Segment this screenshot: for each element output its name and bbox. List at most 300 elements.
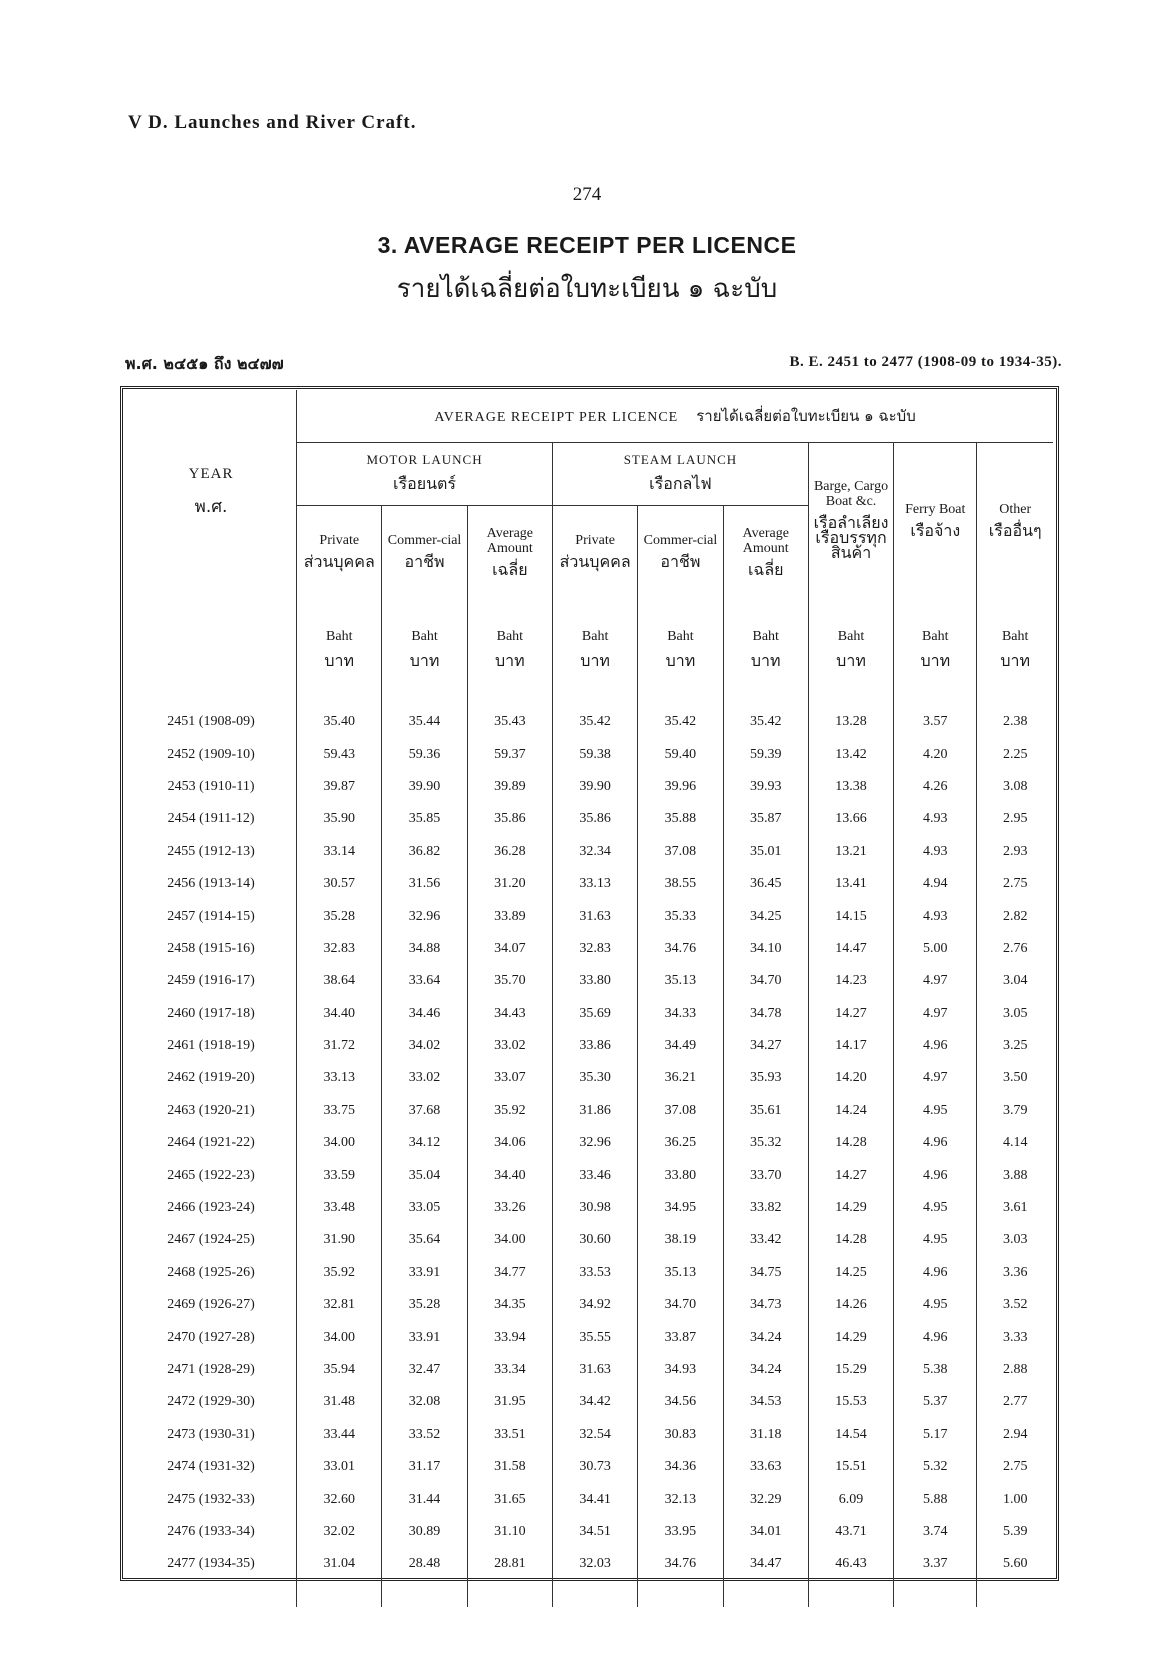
value-cell: 34.49: [638, 1030, 723, 1062]
value-cell: 35.86: [467, 803, 552, 835]
value-cell: 35.28: [382, 1289, 467, 1321]
table-row: [126, 1224, 1053, 1256]
year-cell: 2465 (1922-23): [167, 1167, 255, 1183]
value-cell: 3.57: [894, 706, 977, 738]
value-cell: 33.63: [723, 1451, 808, 1483]
value-cell: 31.56: [382, 868, 467, 900]
unit-thai: บาท: [580, 650, 610, 670]
table-row: [126, 933, 1053, 965]
value-cell: 38.64: [297, 965, 382, 997]
value-cell: 2.82: [977, 900, 1053, 932]
motor-average-thai: เฉลี่ย: [492, 559, 528, 579]
value-cell: 39.90: [382, 771, 467, 803]
value-cell: 4.95: [894, 1289, 977, 1321]
value-cell: 5.60: [977, 1548, 1053, 1580]
table-title: 3. AVERAGE RECEIPT PER LICENCE: [377, 232, 797, 258]
motor-private-thai: ส่วนบุคคล: [303, 552, 375, 571]
value-cell: 34.06: [467, 1127, 552, 1159]
value-cell: 34.24: [723, 1354, 808, 1386]
unit-cell: [808, 596, 893, 706]
value-cell: 33.05: [382, 1192, 467, 1224]
value-cell: 33.34: [467, 1354, 552, 1386]
value-cell: 59.37: [467, 738, 552, 770]
unit-thai: บาท: [665, 650, 696, 670]
value-cell: 3.79: [977, 1095, 1053, 1127]
value-cell: 59.38: [552, 738, 637, 770]
motor-private-label: Private: [319, 533, 360, 548]
value-cell: 33.75: [297, 1095, 382, 1127]
value-cell: 14.27: [808, 1159, 893, 1191]
year-cell: 2472 (1929-30): [167, 1394, 255, 1410]
unit-label: Baht: [326, 628, 353, 644]
value-cell: 32.29: [723, 1483, 808, 1515]
ferry-label: Ferry Boat: [905, 501, 966, 517]
value-cell: 5.00: [894, 933, 977, 965]
year-cell: 2460 (1917-18): [167, 1005, 255, 1021]
ferry-header: [894, 443, 977, 597]
value-cell: 33.02: [467, 1030, 552, 1062]
value-cell: 34.40: [467, 1159, 552, 1191]
value-cell: 14.54: [808, 1419, 893, 1451]
table-row: [126, 1030, 1053, 1062]
value-cell: 35.85: [382, 803, 467, 835]
value-cell: 3.08: [977, 771, 1053, 803]
unit-cell: [552, 596, 637, 706]
value-cell: 33.13: [297, 1062, 382, 1094]
unit-row: [126, 596, 1053, 706]
value-cell: 34.75: [723, 1257, 808, 1289]
spacer-cell: [977, 1581, 1053, 1607]
motor-launch-label: MOTOR LAUNCH: [366, 451, 483, 467]
value-cell: 5.32: [894, 1451, 977, 1483]
value-cell: 34.77: [467, 1257, 552, 1289]
value-cell: 33.86: [552, 1030, 637, 1062]
value-cell: 3.52: [977, 1289, 1053, 1321]
value-cell: 35.93: [723, 1062, 808, 1094]
receipt-table: [126, 390, 1053, 1607]
other-thai: เรืออื่นๆ: [988, 520, 1042, 540]
table-body: [126, 596, 1053, 1607]
value-cell: 34.01: [723, 1516, 808, 1548]
value-cell: 4.93: [894, 900, 977, 932]
value-cell: 13.38: [808, 771, 893, 803]
value-cell: 6.09: [808, 1483, 893, 1515]
year-cell: 2462 (1919-20): [167, 1070, 255, 1086]
value-cell: 2.76: [977, 933, 1053, 965]
table-title-thai: รายได้เฉลี่ยต่อใบทะเบียน ๑ ฉะบับ: [396, 274, 778, 304]
value-cell: 33.95: [638, 1516, 723, 1548]
value-cell: 46.43: [808, 1548, 893, 1580]
value-cell: 2.38: [977, 706, 1053, 738]
value-cell: 3.04: [977, 965, 1053, 997]
value-cell: 34.27: [723, 1030, 808, 1062]
value-cell: 33.14: [297, 836, 382, 868]
value-cell: 33.51: [467, 1419, 552, 1451]
motor-commercial-header: [382, 506, 467, 597]
value-cell: 30.89: [382, 1516, 467, 1548]
value-cell: 33.82: [723, 1192, 808, 1224]
year-cell: 2458 (1915-16): [167, 940, 255, 956]
value-cell: 13.28: [808, 706, 893, 738]
value-cell: 4.97: [894, 998, 977, 1030]
value-cell: 31.10: [467, 1516, 552, 1548]
value-cell: 14.15: [808, 900, 893, 932]
barge-header: [808, 443, 893, 597]
value-cell: 35.01: [723, 836, 808, 868]
value-cell: 33.52: [382, 1419, 467, 1451]
value-cell: 37.08: [638, 1095, 723, 1127]
value-cell: 59.39: [723, 738, 808, 770]
main-header: [297, 390, 1053, 443]
value-cell: 31.90: [297, 1224, 382, 1256]
main-header-thai: รายได้เฉลี่ยต่อใบทะเบียน ๑ ฉะบับ: [696, 407, 916, 425]
value-cell: 14.29: [808, 1192, 893, 1224]
steam-private-thai: ส่วนบุคคล: [559, 552, 631, 571]
year-cell: 2454 (1911-12): [167, 811, 255, 827]
value-cell: 31.63: [552, 900, 637, 932]
year-range-thai: พ.ศ. ๒๔๕๑ ถึง ๒๔๗๗: [125, 354, 284, 373]
value-cell: 14.24: [808, 1095, 893, 1127]
value-cell: 4.14: [977, 1127, 1053, 1159]
value-cell: 4.20: [894, 738, 977, 770]
value-cell: 31.44: [382, 1483, 467, 1515]
value-cell: 13.21: [808, 836, 893, 868]
value-cell: 33.87: [638, 1321, 723, 1353]
value-cell: 34.53: [723, 1386, 808, 1418]
value-cell: 43.71: [808, 1516, 893, 1548]
value-cell: 3.36: [977, 1257, 1053, 1289]
value-cell: 33.59: [297, 1159, 382, 1191]
value-cell: 35.90: [297, 803, 382, 835]
value-cell: 33.89: [467, 900, 552, 932]
value-cell: 33.48: [297, 1192, 382, 1224]
value-cell: 2.77: [977, 1386, 1053, 1418]
value-cell: 34.56: [638, 1386, 723, 1418]
value-cell: 15.51: [808, 1451, 893, 1483]
value-cell: 35.88: [638, 803, 723, 835]
year-cell: 2463 (1920-21): [167, 1102, 255, 1118]
unit-cell: [382, 596, 467, 706]
value-cell: 3.25: [977, 1030, 1053, 1062]
year-cell: 2467 (1924-25): [167, 1232, 255, 1248]
unit-thai: บาท: [836, 650, 866, 670]
value-cell: 2.25: [977, 738, 1053, 770]
table-row: [126, 868, 1053, 900]
year-cell: 2453 (1910-11): [167, 778, 255, 794]
value-cell: 34.46: [382, 998, 467, 1030]
year-cell: 2451 (1908-09): [167, 714, 255, 730]
value-cell: 4.96: [894, 1257, 977, 1289]
value-cell: 32.54: [552, 1419, 637, 1451]
value-cell: 39.89: [467, 771, 552, 803]
value-cell: 33.70: [723, 1159, 808, 1191]
value-cell: 4.26: [894, 771, 977, 803]
value-cell: 2.95: [977, 803, 1053, 835]
value-cell: 33.94: [467, 1321, 552, 1353]
value-cell: 32.34: [552, 836, 637, 868]
value-cell: 31.20: [467, 868, 552, 900]
value-cell: 4.96: [894, 1159, 977, 1191]
value-cell: 33.46: [552, 1159, 637, 1191]
value-cell: 34.24: [723, 1321, 808, 1353]
value-cell: 35.33: [638, 900, 723, 932]
value-cell: 36.25: [638, 1127, 723, 1159]
value-cell: 2.93: [977, 836, 1053, 868]
year-cell: 2464 (1921-22): [167, 1135, 255, 1151]
table-row: [126, 1159, 1053, 1191]
section-heading: V D. Launches and River Craft.: [128, 112, 417, 133]
value-cell: 34.42: [552, 1386, 637, 1418]
value-cell: 14.23: [808, 965, 893, 997]
value-cell: 5.17: [894, 1419, 977, 1451]
value-cell: 33.13: [552, 868, 637, 900]
year-cell: 2471 (1928-29): [167, 1362, 255, 1377]
value-cell: 2.88: [977, 1354, 1053, 1386]
value-cell: 33.44: [297, 1419, 382, 1451]
value-cell: 13.66: [808, 803, 893, 835]
value-cell: 33.91: [382, 1257, 467, 1289]
steam-private-header: [552, 506, 637, 597]
unit-thai: บาท: [920, 650, 951, 670]
value-cell: 34.73: [723, 1289, 808, 1321]
table-row: [126, 738, 1053, 770]
table-row: [126, 1548, 1053, 1580]
year-cell: 2459 (1916-17): [167, 973, 255, 989]
value-cell: 35.42: [638, 706, 723, 738]
value-cell: 35.44: [382, 706, 467, 738]
value-cell: 2.75: [977, 1451, 1053, 1483]
unit-cell: [894, 596, 977, 706]
spacer-cell: [808, 1581, 893, 1607]
value-cell: 31.63: [552, 1354, 637, 1386]
value-cell: 4.96: [894, 1127, 977, 1159]
spacer-cell: [297, 1581, 382, 1607]
value-cell: 30.98: [552, 1192, 637, 1224]
value-cell: 59.40: [638, 738, 723, 770]
value-cell: 33.07: [467, 1062, 552, 1094]
value-cell: 4.95: [894, 1192, 977, 1224]
unit-thai: บาท: [409, 650, 440, 670]
spacer-cell: [552, 1581, 637, 1607]
ferry-thai: เรือจ้าง: [910, 520, 961, 540]
value-cell: 31.04: [297, 1548, 382, 1580]
value-cell: 35.30: [552, 1062, 637, 1094]
value-cell: 37.68: [382, 1095, 467, 1127]
year-cell: 2475 (1932-33): [167, 1491, 255, 1507]
other-label: Other: [999, 501, 1032, 517]
value-cell: 35.13: [638, 965, 723, 997]
value-cell: 14.28: [808, 1224, 893, 1256]
steam-average-thai: เฉลี่ย: [747, 559, 784, 579]
year-cell: 2473 (1930-31): [167, 1426, 255, 1442]
value-cell: 28.48: [382, 1548, 467, 1580]
unit-label: Baht: [837, 628, 865, 644]
value-cell: 31.17: [382, 1451, 467, 1483]
table-row: [126, 1386, 1053, 1418]
value-cell: 34.70: [723, 965, 808, 997]
value-cell: 35.69: [552, 998, 637, 1030]
value-cell: 30.57: [297, 868, 382, 900]
year-range-english: B. E. 2451 to 2477 (1908-09 to 1934-35).: [789, 354, 1062, 370]
year-cell: 2461 (1918-19): [167, 1038, 255, 1054]
value-cell: 3.74: [894, 1516, 977, 1548]
value-cell: 33.91: [382, 1321, 467, 1353]
value-cell: 13.41: [808, 868, 893, 900]
value-cell: 32.08: [382, 1386, 467, 1418]
value-cell: 38.55: [638, 868, 723, 900]
value-cell: 32.02: [297, 1516, 382, 1548]
year-cell: 2466 (1923-24): [167, 1200, 255, 1216]
value-cell: 34.35: [467, 1289, 552, 1321]
value-cell: 35.55: [552, 1321, 637, 1353]
table-row: [126, 1419, 1053, 1451]
value-cell: 4.93: [894, 803, 977, 835]
value-cell: 3.88: [977, 1159, 1053, 1191]
table-row: [126, 1062, 1053, 1094]
value-cell: 14.25: [808, 1257, 893, 1289]
value-cell: 3.33: [977, 1321, 1053, 1353]
value-cell: 31.18: [723, 1419, 808, 1451]
unit-year-cell: [126, 596, 297, 706]
year-cell: 2469 (1926-27): [167, 1297, 255, 1313]
value-cell: 2.94: [977, 1419, 1053, 1451]
steam-launch-thai: เรือกลไฟ: [649, 473, 712, 493]
value-cell: 14.17: [808, 1030, 893, 1062]
value-cell: 4.96: [894, 1030, 977, 1062]
table-row: [126, 1354, 1053, 1386]
value-cell: 34.92: [552, 1289, 637, 1321]
value-cell: 35.28: [297, 900, 382, 932]
value-cell: 34.93: [638, 1354, 723, 1386]
spacer-cell: [723, 1581, 808, 1607]
steam-average-header: [723, 506, 808, 597]
table-row: [126, 1516, 1053, 1548]
value-cell: 33.80: [552, 965, 637, 997]
motor-average-label: Average Amount: [486, 525, 534, 556]
value-cell: 34.10: [723, 933, 808, 965]
value-cell: 5.37: [894, 1386, 977, 1418]
value-cell: 32.81: [297, 1289, 382, 1321]
value-cell: 35.94: [297, 1354, 382, 1386]
spacer-cell: [126, 1581, 297, 1607]
value-cell: 35.42: [552, 706, 637, 738]
value-cell: 34.41: [552, 1483, 637, 1515]
steam-launch-label: STEAM LAUNCH: [623, 451, 738, 467]
value-cell: 4.97: [894, 965, 977, 997]
year-cell: 2457 (1914-15): [167, 908, 255, 924]
main-header-label: AVERAGE RECEIPT PER LICENCE: [434, 410, 679, 425]
value-cell: 38.19: [638, 1224, 723, 1256]
unit-cell: [723, 596, 808, 706]
value-cell: 32.03: [552, 1548, 637, 1580]
value-cell: 34.07: [467, 933, 552, 965]
value-cell: 31.95: [467, 1386, 552, 1418]
value-cell: 34.36: [638, 1451, 723, 1483]
unit-thai: บาท: [324, 650, 355, 670]
page-number: 274: [572, 184, 602, 205]
value-cell: 4.95: [894, 1095, 977, 1127]
spacer-cell: [638, 1581, 723, 1607]
barge-label: Barge, Cargo Boat &c.: [813, 479, 889, 509]
value-cell: 32.83: [552, 933, 637, 965]
value-cell: 34.76: [638, 933, 723, 965]
value-cell: 34.95: [638, 1192, 723, 1224]
value-cell: 33.64: [382, 965, 467, 997]
value-cell: 34.47: [723, 1548, 808, 1580]
value-cell: 34.00: [297, 1321, 382, 1353]
value-cell: 33.26: [467, 1192, 552, 1224]
year-cell: 2474 (1931-32): [167, 1459, 255, 1475]
unit-label: Baht: [411, 628, 438, 644]
value-cell: 39.87: [297, 771, 382, 803]
value-cell: 3.03: [977, 1224, 1053, 1256]
value-cell: 13.42: [808, 738, 893, 770]
table-row: [126, 1192, 1053, 1224]
value-cell: 35.43: [467, 706, 552, 738]
unit-cell: [638, 596, 723, 706]
motor-launch-header: [297, 443, 553, 506]
value-cell: 14.29: [808, 1321, 893, 1353]
value-cell: 33.01: [297, 1451, 382, 1483]
value-cell: 2.75: [977, 868, 1053, 900]
value-cell: 14.28: [808, 1127, 893, 1159]
value-cell: 34.40: [297, 998, 382, 1030]
value-cell: 3.61: [977, 1192, 1053, 1224]
table-row: [126, 803, 1053, 835]
motor-commercial-label: Commer-cial: [387, 533, 462, 548]
unit-label: Baht: [581, 628, 609, 644]
value-cell: 32.60: [297, 1483, 382, 1515]
steam-commercial-thai: อาชีพ: [660, 552, 701, 571]
value-cell: 4.93: [894, 836, 977, 868]
value-cell: 35.40: [297, 706, 382, 738]
year-cell: 2452 (1909-10): [167, 746, 255, 762]
unit-label: Baht: [922, 628, 949, 644]
steam-launch-header: [552, 443, 808, 506]
value-cell: 28.81: [467, 1548, 552, 1580]
value-cell: 14.27: [808, 998, 893, 1030]
value-cell: 34.25: [723, 900, 808, 932]
value-cell: 15.53: [808, 1386, 893, 1418]
value-cell: 35.32: [723, 1127, 808, 1159]
table-row: [126, 1127, 1053, 1159]
value-cell: 35.04: [382, 1159, 467, 1191]
unit-label: Baht: [1001, 628, 1029, 644]
value-cell: 33.02: [382, 1062, 467, 1094]
table-row: [126, 771, 1053, 803]
year-header-label: YEAR: [188, 466, 234, 482]
steam-average-label: Average Amount: [742, 525, 789, 556]
table-row: [126, 1321, 1053, 1353]
other-header: [977, 443, 1053, 597]
unit-cell: [297, 596, 382, 706]
value-cell: 59.43: [297, 738, 382, 770]
value-cell: 32.83: [297, 933, 382, 965]
motor-commercial-thai: อาชีพ: [404, 552, 445, 571]
year-cell: 2476 (1933-34): [167, 1523, 255, 1539]
value-cell: 31.86: [552, 1095, 637, 1127]
value-cell: 37.08: [638, 836, 723, 868]
value-cell: 33.53: [552, 1257, 637, 1289]
table-row: [126, 1095, 1053, 1127]
value-cell: 3.37: [894, 1548, 977, 1580]
value-cell: 32.96: [552, 1127, 637, 1159]
table-row: [126, 998, 1053, 1030]
table-row: [126, 1451, 1053, 1483]
unit-cell: [467, 596, 552, 706]
spacer-cell: [382, 1581, 467, 1607]
table-row: [126, 965, 1053, 997]
